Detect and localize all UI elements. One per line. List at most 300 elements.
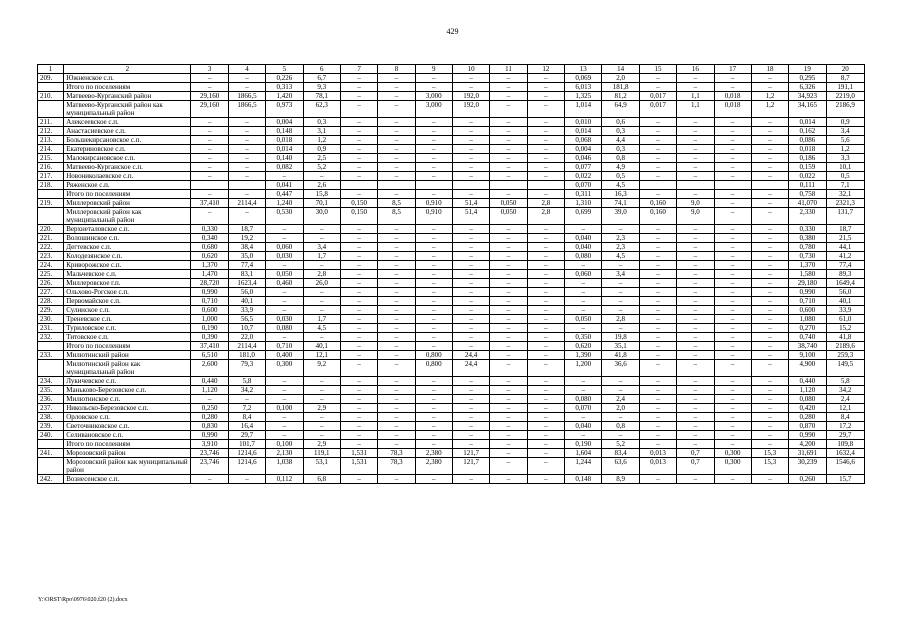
column-number: 7 [340,65,377,74]
value-cell: – [378,279,415,288]
table-row [38,475,865,484]
value-cell: – [714,127,751,136]
value-cell: – [751,74,788,83]
territory-name: Итого по поселениям [64,83,191,92]
value-cell: – [639,342,676,351]
value-cell: – [415,440,452,449]
value-cell: – [340,386,377,395]
table-row [38,136,865,145]
value-cell: 15,7 [826,475,864,484]
row-number: 224. [38,261,64,270]
value-cell: – [677,431,714,440]
value-cell: – [452,261,489,270]
value-cell: 5,8 [228,377,265,386]
table-row [38,458,865,475]
value-cell: – [490,92,527,101]
value-cell: 0,086 [789,136,826,145]
value-cell: 22,0 [228,333,265,342]
value-cell: – [452,404,489,413]
value-cell: – [378,306,415,315]
value-cell: 23,746 [191,458,228,475]
value-cell: – [527,118,564,127]
value-cell: 2,380 [415,458,452,475]
value-cell: – [415,297,452,306]
value-cell: – [452,190,489,199]
table-row [38,279,865,288]
value-cell: 0,013 [639,458,676,475]
value-cell: – [639,440,676,449]
value-cell: – [452,279,489,288]
value-cell: – [527,297,564,306]
table-body [38,65,865,484]
value-cell: – [490,413,527,422]
value-cell: – [751,351,788,360]
value-cell: – [565,324,602,333]
value-cell: – [191,127,228,136]
table-row [38,431,865,440]
value-cell: – [228,395,265,404]
value-cell: – [415,243,452,252]
value-cell: – [340,360,377,377]
value-cell: – [714,225,751,234]
value-cell: – [527,225,564,234]
value-cell: – [340,163,377,172]
value-cell: – [340,440,377,449]
row-number: 230. [38,315,64,324]
value-cell: – [751,360,788,377]
value-cell: – [677,127,714,136]
value-cell: – [490,74,527,83]
value-cell: – [639,252,676,261]
value-cell: – [452,243,489,252]
value-cell: – [565,386,602,395]
value-cell: – [527,127,564,136]
value-cell: 19,8 [602,333,639,342]
value-cell: – [266,172,303,181]
value-cell: – [340,395,377,404]
value-cell: – [639,297,676,306]
value-cell: – [266,413,303,422]
value-cell: 0,040 [565,422,602,431]
value-cell: 0,295 [789,74,826,83]
value-cell: 40,1 [303,342,340,351]
value-cell: 78,1 [303,92,340,101]
value-cell: – [639,74,676,83]
value-cell: – [191,190,228,199]
value-cell: – [602,413,639,422]
value-cell: – [527,377,564,386]
value-cell: 0,100 [266,404,303,413]
value-cell: – [751,324,788,333]
row-number: 226. [38,279,64,288]
value-cell: – [527,288,564,297]
row-number [38,360,64,377]
value-cell: – [191,118,228,127]
value-cell: 2,8 [303,270,340,279]
value-cell: 1,370 [789,261,826,270]
value-cell: – [490,395,527,404]
column-number: 17 [714,65,751,74]
row-number: 240. [38,431,64,440]
value-cell: – [490,351,527,360]
column-number: 4 [228,65,265,74]
value-cell: 192,0 [452,101,489,118]
value-cell: – [490,136,527,145]
territory-name: Колодезянское с.п. [64,252,191,261]
value-cell: – [714,145,751,154]
value-cell: 8,7 [826,74,864,83]
value-cell: – [378,154,415,163]
value-cell: 0,800 [415,351,452,360]
value-cell: 259,3 [826,351,864,360]
value-cell: 18,7 [228,225,265,234]
value-cell: – [340,306,377,315]
value-cell: 23,746 [191,449,228,458]
value-cell: – [191,172,228,181]
column-number: 14 [602,65,639,74]
value-cell: 0,111 [789,181,826,190]
row-number: 212. [38,127,64,136]
value-cell: 4,9 [602,163,639,172]
value-cell: 0,870 [789,422,826,431]
page-number: 429 [446,27,459,36]
value-cell [527,181,564,190]
value-cell: – [602,306,639,315]
value-cell: 0,600 [191,306,228,315]
value-cell: 1,325 [565,92,602,101]
value-cell: 15,2 [826,324,864,333]
value-cell: – [490,127,527,136]
value-cell: – [677,360,714,377]
table-row [38,422,865,431]
territory-name: Титовское с.п. [64,333,191,342]
value-cell: – [677,475,714,484]
table-row [38,181,865,190]
value-cell: – [751,377,788,386]
value-cell: – [602,377,639,386]
row-number: 220. [38,225,64,234]
value-cell: 2114,4 [228,199,265,208]
value-cell: – [378,360,415,377]
value-cell: – [602,324,639,333]
value-cell: – [714,154,751,163]
value-cell: 0,080 [565,252,602,261]
value-cell: 4,4 [602,136,639,145]
value-cell: – [527,315,564,324]
value-cell: – [452,234,489,243]
value-cell: – [490,475,527,484]
value-cell: – [191,145,228,154]
value-cell: 0,190 [565,440,602,449]
territory-name: Морозовский район [64,449,191,458]
table-row [38,101,865,118]
value-cell: – [452,333,489,342]
value-cell: – [378,163,415,172]
value-cell: 1,000 [191,315,228,324]
value-cell: – [751,279,788,288]
value-cell: 56,0 [228,288,265,297]
value-cell: – [452,163,489,172]
value-cell: 12,1 [826,404,864,413]
value-cell: 0,910 [415,208,452,225]
value-cell: – [714,324,751,333]
value-cell: – [340,154,377,163]
value-cell: – [677,234,714,243]
territory-name: Туриловское с.п. [64,324,191,333]
value-cell: – [714,386,751,395]
value-cell: – [228,208,265,225]
value-cell: – [340,422,377,431]
value-cell: 53,1 [303,458,340,475]
value-cell: – [490,118,527,127]
value-cell: – [751,252,788,261]
value-cell: 77,4 [826,261,864,270]
column-number-row [38,65,865,74]
value-cell: – [340,261,377,270]
value-cell: – [452,306,489,315]
value-cell: 41,2 [826,252,864,261]
row-number: 242. [38,475,64,484]
value-cell: – [714,315,751,324]
value-cell: – [751,154,788,163]
territory-name: Итого по поселениям [64,440,191,449]
value-cell: 131,7 [826,208,864,225]
value-cell: 61,0 [826,315,864,324]
value-cell: – [677,190,714,199]
row-number: 233. [38,351,64,360]
value-cell: 0,162 [789,127,826,136]
value-cell: – [677,306,714,315]
territory-name: Морозовский район как муниципальный район [64,458,191,475]
value-cell: 0,160 [639,199,676,208]
value-cell: 1,080 [789,315,826,324]
value-cell: 0,710 [191,297,228,306]
value-cell: 0,9 [303,145,340,154]
value-cell: – [602,431,639,440]
value-cell: – [378,74,415,83]
table-row [38,404,865,413]
value-cell: – [191,136,228,145]
value-cell: 0,8 [602,154,639,163]
value-cell: – [452,297,489,306]
value-cell: 0,300 [714,449,751,458]
value-cell: 0,6 [602,118,639,127]
value-cell: 5,8 [826,377,864,386]
value-cell: – [378,431,415,440]
row-number: 234. [38,377,64,386]
value-cell: – [527,270,564,279]
value-cell: – [714,422,751,431]
value-cell: – [452,422,489,431]
row-number: 219. [38,199,64,208]
value-cell: 2,0 [602,404,639,413]
value-cell: – [527,475,564,484]
value-cell: 8,5 [378,208,415,225]
territory-name: Криворожское с.п. [64,261,191,270]
value-cell: – [527,74,564,83]
value-cell: 0,060 [266,243,303,252]
value-cell: 0,740 [789,333,826,342]
value-cell: – [490,270,527,279]
value-cell: 56,0 [826,288,864,297]
value-cell: – [714,404,751,413]
value-cell: 0,3 [303,118,340,127]
value-cell: – [266,225,303,234]
value-cell: 0,082 [266,163,303,172]
table-row [38,261,865,270]
value-cell: – [378,333,415,342]
table-row [38,172,865,181]
value-cell: 34,165 [789,101,826,118]
value-cell: 3,4 [303,243,340,252]
value-cell: 0,018 [789,145,826,154]
value-cell: – [639,377,676,386]
value-cell: 1,1 [677,92,714,101]
value-cell: 0,041 [266,181,303,190]
value-cell: 1649,4 [826,279,864,288]
value-cell: – [602,386,639,395]
value-cell: 77,4 [228,261,265,270]
value-cell: – [639,136,676,145]
value-cell: 1,2 [826,145,864,154]
value-cell: – [527,342,564,351]
row-number: 237. [38,404,64,413]
value-cell: – [639,386,676,395]
value-cell: – [191,208,228,225]
value-cell: 1,7 [303,252,340,261]
value-cell: – [378,83,415,92]
value-cell: – [639,190,676,199]
value-cell: 19,2 [228,234,265,243]
value-cell: 31,691 [789,449,826,458]
value-cell: – [490,234,527,243]
value-cell: – [714,190,751,199]
value-cell: 0,990 [789,288,826,297]
value-cell: 6,326 [789,83,826,92]
value-cell: 1866,5 [228,92,265,101]
value-cell: – [751,163,788,172]
table-row [38,395,865,404]
row-number: 241. [38,449,64,458]
value-cell: – [527,279,564,288]
value-cell: 1,370 [191,261,228,270]
value-cell: 2,8 [527,208,564,225]
value-cell: 119,1 [303,449,340,458]
value-cell: 0,710 [789,297,826,306]
value-cell: 29,180 [789,279,826,288]
value-cell: – [527,360,564,377]
value-cell: 7,1 [826,181,864,190]
value-cell: 0,300 [714,458,751,475]
value-cell [639,181,676,190]
value-cell: 0,3 [602,145,639,154]
value-cell: – [677,252,714,261]
value-cell: – [415,190,452,199]
row-number: 215. [38,154,64,163]
territory-name: Миллеровское г.п. [64,279,191,288]
table-row [38,333,865,342]
value-cell: – [527,449,564,458]
value-cell: 34,2 [826,386,864,395]
value-cell: – [415,74,452,83]
value-cell: 35,0 [228,252,265,261]
value-cell: 0,447 [266,190,303,199]
row-number: 231. [38,324,64,333]
value-cell: – [527,190,564,199]
value-cell: 0,7 [677,449,714,458]
value-cell: – [266,234,303,243]
value-cell: 6,7 [303,74,340,83]
value-cell: – [228,83,265,92]
value-cell: – [340,118,377,127]
value-cell: – [191,163,228,172]
value-cell: – [527,145,564,154]
value-cell: – [191,74,228,83]
value-cell: – [751,306,788,315]
value-cell: 0,017 [639,92,676,101]
value-cell: 1,2 [303,136,340,145]
row-number: 213. [38,136,64,145]
territory-name: Верхнеталовское с.п. [64,225,191,234]
column-number: 8 [378,65,415,74]
value-cell: – [751,333,788,342]
value-cell: 0,990 [191,431,228,440]
value-cell: 3,4 [602,270,639,279]
value-cell: – [751,190,788,199]
value-cell: – [340,315,377,324]
value-cell: – [751,288,788,297]
value-cell: 101,7 [228,440,265,449]
value-cell: – [490,163,527,172]
value-cell: – [490,386,527,395]
value-cell: – [452,270,489,279]
row-number [38,342,64,351]
table-row [38,360,865,377]
value-cell: – [228,190,265,199]
value-cell: 78,3 [378,449,415,458]
row-number: 228. [38,297,64,306]
value-cell: – [714,279,751,288]
value-cell: – [714,118,751,127]
value-cell: 0,040 [565,234,602,243]
value-cell: – [639,306,676,315]
value-cell: – [677,154,714,163]
value-cell: 2,380 [415,449,452,458]
value-cell: – [378,225,415,234]
territory-name: Первомайское с.п. [64,297,191,306]
value-cell: – [452,324,489,333]
value-cell: – [191,83,228,92]
value-cell: 0,150 [340,208,377,225]
value-cell: – [639,83,676,92]
value-cell: 30,239 [789,458,826,475]
value-cell: 8,4 [228,413,265,422]
value-cell: – [602,225,639,234]
value-cell: 0,050 [490,199,527,208]
value-cell: 0,990 [789,431,826,440]
value-cell: – [677,422,714,431]
value-cell: – [714,74,751,83]
value-cell: 0,3 [602,127,639,136]
value-cell: 9,0 [677,208,714,225]
value-cell: – [714,243,751,252]
value-cell [378,181,415,190]
value-cell: – [639,279,676,288]
value-cell: – [415,413,452,422]
column-number: 16 [677,65,714,74]
value-cell: – [714,297,751,306]
value-cell: – [415,261,452,270]
